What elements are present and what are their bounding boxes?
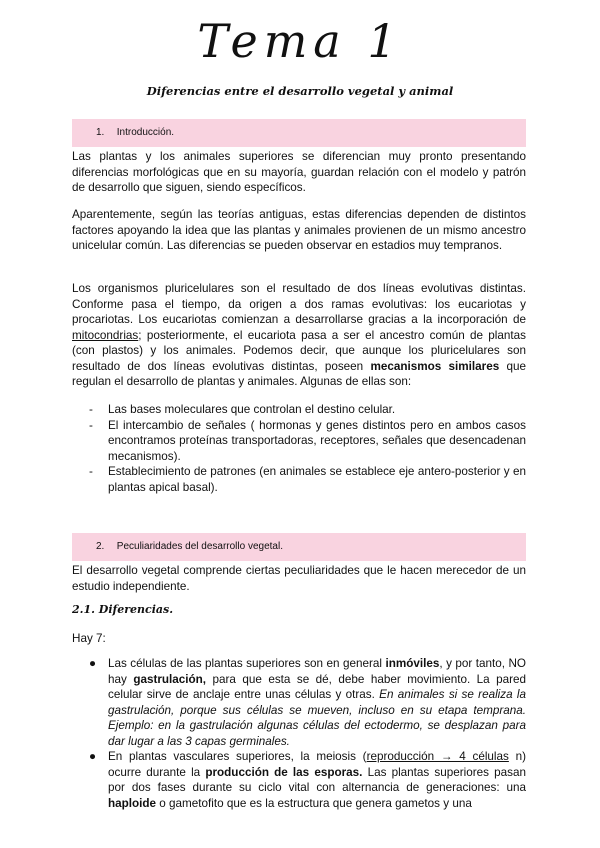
paragraph-1: Las plantas y los animales superiores se diferencian muy pronto presentando diferencias morfológicas que en su mayoría, guardan relación con el modelo y patrón de desarrollo que siguen, siendo específicos. [72,150,526,194]
paragraph-3: Los organismos pluricelulares son el resultado de dos líneas evolutivas distintas. Conforme pasa el tiempo, da origen a dos ramas evolutivas: los eucariotas y procariotas. Los eucariotas comienzan a desarrollarse gracias a la incorporación de mitocondrias; posteriormente, el eucariota pasa a ser el ancestro común de plantas (con plastos) y los animales. Podemos decir, que aunque los pluricelulares son resultado de dos líneas evolutivas distintas, poseen mecanismos similares que regulan el desarrollo de plantas y animales. Algunas de ellas son: [72,282,526,388]
differences-list [72,656,526,811]
page-title: Tema 1 [197,14,403,68]
subsection-2-1-heading: 2.1. Diferencias. [72,603,174,616]
paragraph-4: El desarrollo vegetal comprende ciertas peculiaridades que le hacen merecedor de un estudio independiente. [72,564,526,593]
list-item: - Las bases moleculares que controlan el destino celular. [89,403,396,416]
list-item: ● Las células de las plantas superiores son en general inmóviles, y por tanto, NO hay gastrulación, para que esta se dé, debe haber movimiento. La pared celular sirve de anclaje entre unas células y otras. En animales si se realiza la gastrulación, porque sus células se mueven, incluso en su etapa temprana. Ejemplo: en la gastrulación algunas células del ectodermo, se desplazan para dar lugar a las 3 capas germinales. [89,657,526,748]
paragraph-2: Aparentemente, según las teorías antiguas, estas diferencias dependen de distintos factores apoyando la idea que las plantas y animales provienen de un mismo ancestro unicelular común. Las diferencias se pueden observar en estadios muy tempranos. [72,208,526,252]
section-2-number: 2. [96,541,105,552]
count-line: Hay 7: [72,632,106,645]
page-subtitle: Diferencias entre el desarrollo vegetal y animal [146,84,454,98]
section-2-heading [72,533,526,561]
section-1-label: Introducción. [116,127,175,138]
list-item: ● En plantas vasculares superiores, la meiosis (reproducción → 4 células n) ocurre durante la producción de las esporas. Las plantas superiores pasan por dos fases durante su ciclo vital con alternancia de generaciones: una haploide o gametofito que es la estructura que genera gametos y una [89,750,526,810]
section-1-heading [72,119,526,147]
list-item: - Establecimiento de patrones (en animales se establece eje antero-posterior y en plantas apical basal). [89,465,526,494]
section-2-label: Peculiaridades del desarrollo vegetal. [116,541,283,552]
produccion-esporas-term: producción de las esporas. [205,765,363,779]
haploide-term: haploide [108,796,157,810]
mitocondrias-term: mitocondrias [72,328,139,342]
inmoviles-term: inmóviles [385,657,440,670]
gastrulacion-term: gastrulación, [133,672,207,686]
reproduccion-term: reproducción → 4 células [366,750,509,763]
animal-note: En animales si se realiza la gastrulación, porque sus células se mueven, incluso en su etapa temprana. Ejemplo: en la gastrulación algunas células del ectodermo, se desplazan para dar lugar a las 3 capas germinales. [108,688,526,748]
list-item: - El intercambio de señales ( hormonas y genes distintos pero en ambos casos encontramos proteínas transportadoras, receptores, señales que desencadenan mecanismos). [89,418,526,463]
section-1-number: 1. [96,127,105,138]
similarities-list [72,402,526,495]
mecanismos-similares-term: mecanismos similares [370,359,500,373]
